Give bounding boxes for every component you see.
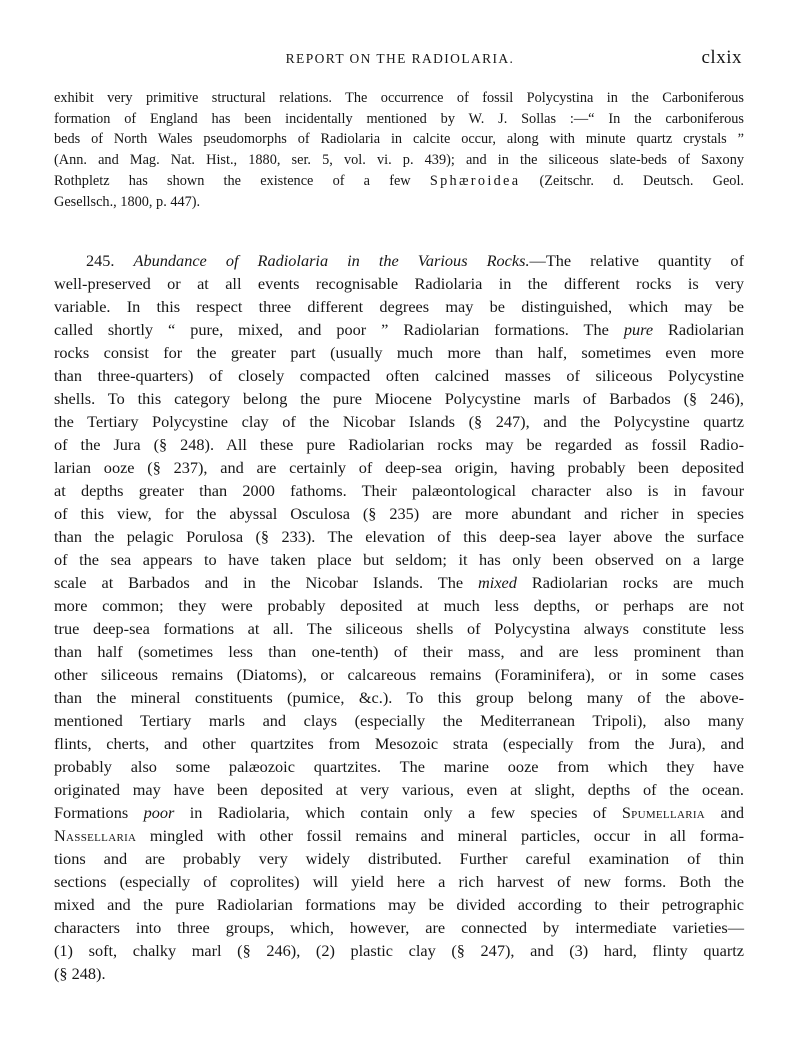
text-line: (Ann. and Mag. Nat. Hist., 1880, ser. 5, vol. vi. p. 439); and in the siliceous slate-beds of Saxony: [54, 152, 744, 169]
text-line: Gesellsch., 1800, p. 447).: [54, 193, 201, 210]
text-span: Radiolarian rocks are much: [531, 573, 744, 592]
text-line: formation of England has been incidentally mentioned by W. J. Sollas :—“ In the carboniferous: [54, 110, 744, 127]
text-span: in Radiolaria, which contain only a few species of: [189, 803, 607, 822]
text-span: —The relative quantity of: [529, 251, 744, 270]
text-line: probably also some palæozoic quartzites. The marine ooze from which they have: [54, 757, 744, 776]
section-heading-line: [54, 249, 744, 272]
continuation-paragraph: [54, 88, 744, 212]
text-line: other siliceous remains (Diatoms), or calcareous remains (Foraminifera), or in some cases: [54, 665, 744, 684]
text-line: beds of North Wales pseudomorphs of Radiolaria in calcite occur, along with minute quartz crystals ”: [54, 131, 744, 148]
text-line: variable. In this respect three different degrees may be distinguished, which may be: [54, 297, 744, 316]
text-line: [54, 318, 744, 341]
text-span: Rothpletz has shown the existence of a few: [54, 172, 430, 189]
text-line: (1) soft, chalky marl (§ 246), (2) plastic clay (§ 247), and (3) hard, flinty quartz: [54, 941, 744, 960]
text-line: of the Jura (§ 248). All these pure Radiolarian rocks may be regarded as fossil Radio-: [54, 435, 744, 454]
taxon-term: Nassellaria: [54, 826, 137, 845]
text-span: (Zeitschr. d. Deutsch. Geol.: [520, 172, 744, 189]
emphasis-term: poor: [143, 803, 175, 822]
text-line: flints, cherts, and other quartzites from Mesozoic strata (especially from the Jura), and: [54, 734, 744, 753]
text-line: [54, 171, 744, 192]
text-span: scale at Barbados and in the Nicobar Islands. The: [54, 573, 464, 592]
spaced-term: Sphæroidea: [429, 172, 521, 189]
text-span: Radiolarian: [668, 320, 744, 339]
text-line: than three-quarters) of closely compacted often calcined masses of siliceous Polycystine: [54, 366, 744, 385]
text-line: shells. To this category belong the pure Miocene Polycystine marls of Barbados (§ 246),: [54, 389, 744, 408]
text-line: (§ 248).: [54, 964, 106, 983]
text-line: [54, 571, 744, 594]
text-line: at depths greater than 2000 fathoms. Their palæontological character also is in favour: [54, 481, 744, 500]
text-line: exhibit very primitive structural relations. The occurrence of fossil Polycystina in the Carboniferous: [54, 90, 744, 106]
text-line: sections (especially of coprolites) will yield here a rich harvest of new forms. Both the: [54, 872, 744, 891]
text-line: mentioned Tertiary marls and clays (especially the Mediterranean Tripoli), also many: [54, 711, 744, 730]
emphasis-term: mixed: [478, 573, 517, 592]
emphasis-term: pure: [623, 320, 654, 339]
section-245: [54, 249, 744, 985]
text-line: than half (sometimes less than one-tenth) of their mass, and are less prominent than: [54, 642, 744, 661]
text-span: Formations: [54, 803, 129, 822]
text-line: rocks consist for the greater part (usually much more than half, sometimes even more: [54, 343, 744, 362]
text-line: mixed and the pure Radiolarian formations may be divided according to their petrographic: [54, 895, 744, 914]
text-line: than the mineral constituents (pumice, &c.). To this group belong many of the above-: [54, 688, 744, 707]
text-line: [54, 801, 744, 824]
text-line: larian ooze (§ 237), and are certainly of deep-sea origin, having probably been deposited: [54, 458, 744, 477]
text-line: of this view, for the abyssal Osculosa (§ 235) are more abundant and richer in species: [54, 504, 744, 523]
text-line: than the pelagic Porulosa (§ 233). The elevation of this deep-sea layer above the surface: [54, 527, 744, 546]
text-span: called shortly “ pure, mixed, and poor ” Radiolarian formations. The: [54, 320, 609, 339]
page-number: clxix: [701, 47, 742, 68]
running-title: REPORT ON THE RADIOLARIA.: [285, 51, 515, 66]
text-line: tions and are probably very widely distributed. Further careful examination of thin: [54, 849, 744, 868]
text-line: characters into three groups, which, however, are connected by intermediate varieties—: [54, 918, 744, 937]
text-line: the Tertiary Polycystine clay of the Nicobar Islands (§ 247), and the Polycystine quartz: [54, 412, 744, 431]
text-line: of the sea appears to have taken place but seldom; it has only been observed on a large: [54, 550, 744, 569]
running-head: [54, 47, 746, 73]
text-line: well-preserved or at all events recognisable Radiolaria in the different rocks is very: [54, 274, 744, 293]
text-span: and: [720, 803, 744, 822]
section-heading: Abundance of Radiolaria in the Various Rocks.: [133, 251, 530, 270]
section-number: 245.: [86, 251, 115, 270]
text-line: originated may have been deposited at very various, even at slight, depths of the ocean.: [54, 780, 744, 799]
taxon-term: Spumellaria: [621, 803, 706, 822]
text-line: more common; they were probably deposited at much less depths, or perhaps are not: [54, 596, 744, 615]
text-span: mingled with other fossil remains and mineral particles, occur in all forma-: [149, 826, 744, 845]
text-line: true deep-sea formations at all. The siliceous shells of Polycystina always constitute less: [54, 619, 744, 638]
text-line: [54, 824, 744, 847]
